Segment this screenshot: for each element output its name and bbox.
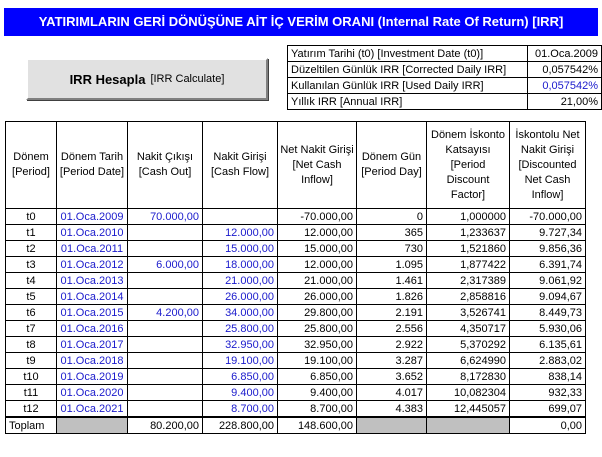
discount-factor-cell: 10,082304 — [427, 385, 510, 401]
table-header-row — [6, 122, 586, 209]
cash-out-cell[interactable] — [128, 385, 203, 401]
discounted-net-cash-inflow-cell: 6.135,61 — [510, 337, 586, 353]
period-date-cell[interactable]: 01.Oca.2009 — [57, 209, 128, 225]
table-row — [6, 241, 586, 257]
irr-calculate-button[interactable] — [26, 58, 268, 100]
total-cash-out-cell: 80.200,00 — [128, 417, 203, 434]
discount-factor-cell: 4,350717 — [427, 321, 510, 337]
column-header-line: [Period Day] — [361, 166, 422, 178]
column-header-period-date — [57, 122, 128, 209]
discounted-net-cash-inflow-cell: 932,33 — [510, 385, 586, 401]
discount-factor-cell: 1,233637 — [427, 225, 510, 241]
period-day-cell: 2.556 — [357, 321, 427, 337]
total-discounted-net-cash-inflow-cell: 0,00 — [510, 417, 586, 434]
column-header-line: Net Nakit Girişi — [280, 143, 354, 156]
table-row — [6, 225, 586, 241]
net-cash-inflow-cell: 29.800,00 — [278, 305, 357, 321]
summary-label: Yıllık IRR [Annual IRR] — [288, 94, 528, 110]
net-cash-inflow-cell: 8.700,00 — [278, 401, 357, 418]
table-row — [6, 289, 586, 305]
discount-factor-cell: 8,172830 — [427, 369, 510, 385]
cash-flow-cell[interactable]: 12.000,00 — [203, 225, 278, 241]
column-header-line: Dönem — [13, 151, 49, 163]
annual-irr-cell: 21,00% — [527, 94, 601, 110]
cash-flow-cell[interactable]: 25.800,00 — [203, 321, 278, 337]
total-period-date-cell — [57, 417, 128, 434]
column-header-line: [Period — [450, 158, 486, 171]
column-header-line: Nakit Çıkışı — [136, 151, 194, 163]
period-cell: t3 — [6, 257, 57, 273]
period-cell: t6 — [6, 305, 57, 321]
period-cell: t0 — [6, 209, 57, 225]
cash-flow-table — [5, 121, 586, 434]
investment-date-cell[interactable]: 01.Oca.2009 — [527, 46, 601, 62]
discounted-net-cash-inflow-cell: -70.000,00 — [510, 209, 586, 225]
total-cash-flow-cell: 228.800,00 — [203, 417, 278, 434]
net-cash-inflow-cell: -70.000,00 — [278, 209, 357, 225]
discounted-net-cash-inflow-cell: 9.856,36 — [510, 241, 586, 257]
column-header-line: [Period Date] — [59, 166, 125, 178]
corrected-daily-irr-cell: 0,057542% — [527, 62, 601, 78]
period-date-cell[interactable]: 01.Oca.2014 — [57, 289, 128, 305]
period-date-cell[interactable]: 01.Oca.2021 — [57, 401, 128, 418]
column-header-net-cash-inflow — [278, 122, 357, 209]
discount-factor-cell: 1,000000 — [427, 209, 510, 225]
period-cell: t2 — [6, 241, 57, 257]
net-cash-inflow-cell: 15.000,00 — [278, 241, 357, 257]
column-header-discounted-net-cash-inflow — [510, 122, 586, 209]
summary-label: Kullanılan Günlük IRR [Used Daily IRR] — [288, 78, 528, 94]
table-row — [6, 257, 586, 273]
summary-row-used-daily-irr — [288, 78, 602, 94]
table-row — [6, 321, 586, 337]
cash-flow-cell[interactable]: 18.000,00 — [203, 257, 278, 273]
total-label: Toplam — [6, 417, 57, 434]
column-header-period-day — [357, 122, 427, 209]
cash-flow-cell[interactable]: 15.000,00 — [203, 241, 278, 257]
column-header-period — [6, 122, 57, 209]
discount-factor-cell: 1,521860 — [427, 241, 510, 257]
discount-factor-cell: 1,877422 — [427, 257, 510, 273]
column-header-line: [Cash Flow] — [210, 166, 270, 178]
column-header-line: Nakit Girişi — [520, 143, 575, 156]
net-cash-inflow-cell: 19.100,00 — [278, 353, 357, 369]
period-cell: t9 — [6, 353, 57, 369]
table-row — [6, 353, 586, 369]
irr-summary-table — [287, 45, 602, 110]
period-cell: t1 — [6, 225, 57, 241]
cash-out-cell[interactable] — [128, 401, 203, 418]
column-header-line: [Discounted — [518, 158, 577, 171]
page-title: YATIRIMLARIN GERİ DÖNÜŞÜNE AİT İÇ VERİM ORANI (Internal Rate Of Return) [IRR] — [4, 8, 598, 36]
cash-flow-cell[interactable]: 21.000,00 — [203, 273, 278, 289]
cash-out-cell[interactable] — [128, 353, 203, 369]
period-date-cell[interactable]: 01.Oca.2017 — [57, 337, 128, 353]
discounted-net-cash-inflow-cell: 9.727,34 — [510, 225, 586, 241]
discount-factor-cell: 2,317389 — [427, 273, 510, 289]
net-cash-inflow-cell: 26.000,00 — [278, 289, 357, 305]
used-daily-irr-cell[interactable]: 0,057542% — [527, 78, 601, 94]
column-header-line: Inflow] — [301, 173, 333, 186]
cash-flow-cell[interactable]: 26.000,00 — [203, 289, 278, 305]
period-date-cell[interactable]: 01.Oca.2020 — [57, 385, 128, 401]
total-row — [6, 417, 586, 434]
cash-flow-cell[interactable]: 19.100,00 — [203, 353, 278, 369]
table-row — [6, 385, 586, 401]
summary-row-annual-irr — [288, 94, 602, 110]
cash-flow-cell[interactable]: 34.000,00 — [203, 305, 278, 321]
period-date-cell[interactable]: 01.Oca.2015 — [57, 305, 128, 321]
period-cell: t5 — [6, 289, 57, 305]
column-header-line: [Period] — [12, 166, 50, 178]
cash-out-cell[interactable] — [128, 241, 203, 257]
net-cash-inflow-cell: 12.000,00 — [278, 225, 357, 241]
column-header-line: Katsayısı — [445, 143, 491, 156]
cash-out-cell[interactable] — [128, 321, 203, 337]
period-cell: t8 — [6, 337, 57, 353]
table-row — [6, 401, 586, 418]
period-cell: t10 — [6, 369, 57, 385]
period-day-cell: 3.652 — [357, 369, 427, 385]
total-net-cash-inflow-cell: 148.600,00 — [278, 417, 357, 434]
irr-calculate-button-sublabel: [IRR Calculate] — [150, 73, 225, 85]
column-header-line: Factor] — [450, 188, 486, 201]
period-cell: t7 — [6, 321, 57, 337]
cash-out-cell[interactable]: 70.000,00 — [128, 209, 203, 225]
column-header-line: İskontolu Net — [515, 128, 580, 141]
total-discount-factor-cell — [427, 417, 510, 434]
summary-row-investment-date — [288, 46, 602, 62]
net-cash-inflow-cell: 6.850,00 — [278, 369, 357, 385]
period-date-cell[interactable]: 01.Oca.2013 — [57, 273, 128, 289]
discounted-net-cash-inflow-cell: 9.094,67 — [510, 289, 586, 305]
cash-out-cell[interactable] — [128, 289, 203, 305]
table-row — [6, 209, 586, 225]
table-row — [6, 337, 586, 353]
column-header-line: Inflow] — [531, 188, 564, 201]
net-cash-inflow-cell: 12.000,00 — [278, 257, 357, 273]
discount-factor-cell: 3,526741 — [427, 305, 510, 321]
column-header-cash-out — [128, 122, 203, 209]
table-row — [6, 273, 586, 289]
period-date-cell[interactable]: 01.Oca.2019 — [57, 369, 128, 385]
period-day-cell: 2.191 — [357, 305, 427, 321]
column-header-line: Dönem Tarih — [60, 151, 124, 163]
period-day-cell: 1.095 — [357, 257, 427, 273]
summary-row-corrected-daily-irr — [288, 62, 602, 78]
net-cash-inflow-cell: 9.400,00 — [278, 385, 357, 401]
period-day-cell: 0 — [357, 209, 427, 225]
table-row — [6, 305, 586, 321]
cash-flow-cell[interactable]: 6.850,00 — [203, 369, 278, 385]
total-period-day-cell — [357, 417, 427, 434]
cash-out-cell[interactable]: 6.000,00 — [128, 257, 203, 273]
period-cell: t4 — [6, 273, 57, 289]
column-header-line: Dönem İskonto — [431, 128, 505, 141]
column-header-line: Nakit Girişi — [213, 151, 267, 163]
period-date-cell[interactable]: 01.Oca.2018 — [57, 353, 128, 369]
net-cash-inflow-cell: 32.950,00 — [278, 337, 357, 353]
period-day-cell: 4.017 — [357, 385, 427, 401]
cash-out-cell[interactable]: 4.200,00 — [128, 305, 203, 321]
discounted-net-cash-inflow-cell: 8.449,73 — [510, 305, 586, 321]
table-row — [6, 369, 586, 385]
column-header-line: Net Cash — [524, 173, 571, 186]
period-cell: t11 — [6, 385, 57, 401]
column-header-cash-flow — [203, 122, 278, 209]
period-day-cell: 3.287 — [357, 353, 427, 369]
period-day-cell: 2.922 — [357, 337, 427, 353]
period-date-cell[interactable]: 01.Oca.2011 — [57, 241, 128, 257]
period-cell: t12 — [6, 401, 57, 418]
discounted-net-cash-inflow-cell: 2.883,02 — [510, 353, 586, 369]
period-date-cell[interactable]: 01.Oca.2012 — [57, 257, 128, 273]
column-header-line: [Net Cash — [292, 158, 342, 171]
cash-flow-cell[interactable] — [203, 209, 278, 225]
discount-factor-cell: 12,445057 — [427, 401, 510, 418]
summary-label: Düzeltilen Günlük IRR [Corrected Daily IRR] — [288, 62, 528, 78]
column-header-line: Dönem Gün — [361, 151, 422, 163]
net-cash-inflow-cell: 21.000,00 — [278, 273, 357, 289]
period-day-cell: 365 — [357, 225, 427, 241]
period-day-cell: 4.383 — [357, 401, 427, 418]
discounted-net-cash-inflow-cell: 699,07 — [510, 401, 586, 418]
period-day-cell: 730 — [357, 241, 427, 257]
cash-out-cell[interactable] — [128, 273, 203, 289]
discounted-net-cash-inflow-cell: 6.391,74 — [510, 257, 586, 273]
cash-flow-cell[interactable]: 32.950,00 — [203, 337, 278, 353]
cash-out-cell[interactable] — [128, 369, 203, 385]
cash-flow-cell[interactable]: 9.400,00 — [203, 385, 278, 401]
discount-factor-cell: 6,624990 — [427, 353, 510, 369]
column-header-line: Discount — [446, 173, 490, 186]
period-date-cell[interactable]: 01.Oca.2016 — [57, 321, 128, 337]
cash-flow-cell[interactable]: 8.700,00 — [203, 401, 278, 418]
net-cash-inflow-cell: 25.800,00 — [278, 321, 357, 337]
irr-calculate-button-label: IRR Hesapla — [69, 71, 146, 87]
period-date-cell[interactable]: 01.Oca.2010 — [57, 225, 128, 241]
cash-out-cell[interactable] — [128, 337, 203, 353]
column-header-line: [Cash Out] — [138, 166, 192, 178]
period-day-cell: 1.461 — [357, 273, 427, 289]
discounted-net-cash-inflow-cell: 9.061,92 — [510, 273, 586, 289]
discount-factor-cell: 5,370292 — [427, 337, 510, 353]
column-header-discount-factor — [427, 122, 510, 209]
period-day-cell: 1.826 — [357, 289, 427, 305]
discounted-net-cash-inflow-cell: 838,14 — [510, 369, 586, 385]
cash-out-cell[interactable] — [128, 225, 203, 241]
discount-factor-cell: 2,858816 — [427, 289, 510, 305]
summary-label: Yatırım Tarihi (t0) [Investment Date (t0)] — [288, 46, 528, 62]
discounted-net-cash-inflow-cell: 5.930,06 — [510, 321, 586, 337]
